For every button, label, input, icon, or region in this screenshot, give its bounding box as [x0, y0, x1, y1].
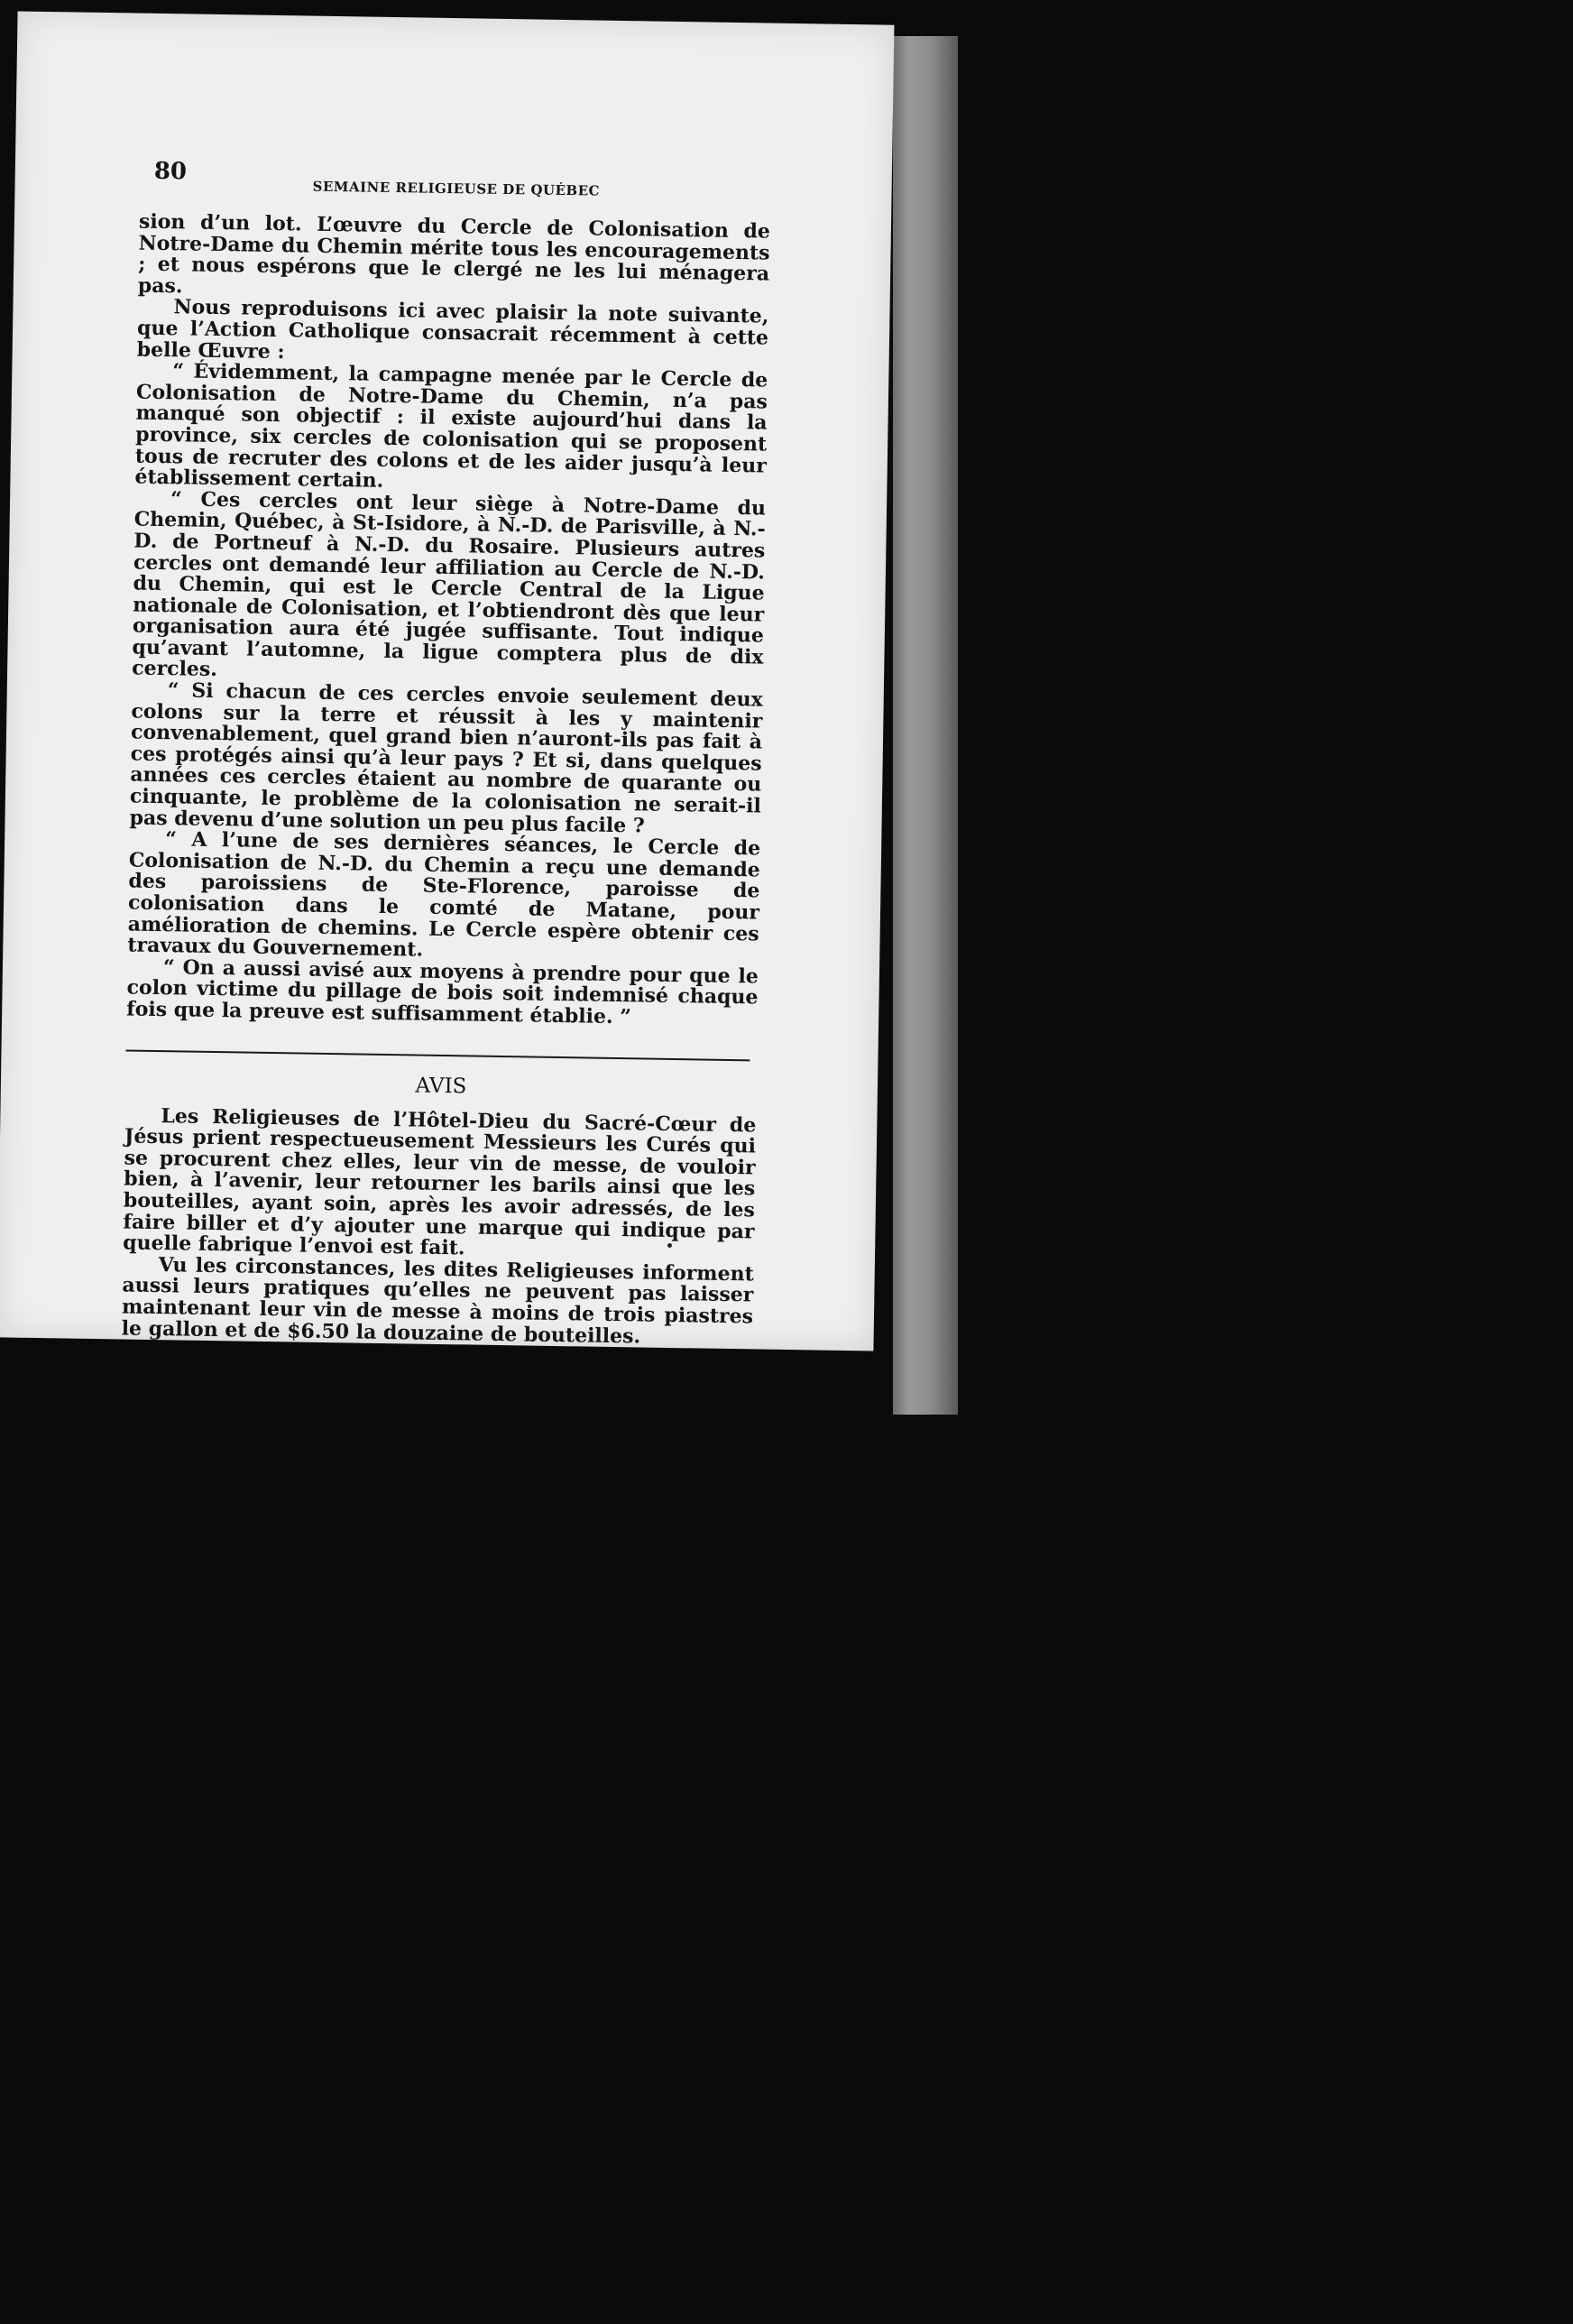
paragraph: “ On a aussi avisé aux moyens à prendre pour que le colon victime du pillage de bois soit indemnisé chaque fois que la preuve est suffisamment établie. ” — [126, 954, 759, 1029]
avis-paragraph: Les Religieuses de l’Hôtel-Dieu du Sacré-Cœur de Jésus prient respectueusement Messieurs les Curés qui se procurent chez elles, leur vin de messe, de vouloir bien, à l’avenir, leur retourner les barils ainsi que les bouteilles, ayant soin, après les avoir adressés, de les faire biller et d’y ajouter une marque qui indique par quelle fabrique l’envoi est fait. — [122, 1103, 757, 1260]
scan-edge-strip — [893, 36, 958, 1415]
paragraph: “ Si chacun de ces cercles envoie seulement deux colons sur la terre et réussit à les y maintenir convenablement, quel grand bien n’auront-ils pas fait à ces protégés ainsi qu’à leur pays ? Et si, dans quelques années ces cercles étaient au nombre de quarante ou cinquante, le problème de la colonisation ne serait-il pas devenu d’une solution un peu plus facile ? — [129, 678, 763, 838]
paragraph: “ Évidemment, la campagne menée par le Cercle de Colonisation de Notre-Dame du Chemin, n’a pas manqué son objectif : il existe aujourd’hui dans la province, six cercles de colonisation qui se proposent tous de recruter des colons et de les aider jusqu’à leur établissement certain. — [134, 359, 768, 493]
paragraph: sion d’un lot. L’œuvre du Cercle de Colonisation de Notre-Dame du Chemin mérite tous les encouragements ; et nous espérons que le clergé ne les lui ménagera pas. — [137, 209, 771, 299]
page-number: 80 — [153, 157, 188, 186]
paragraph: Nous reproduisons ici avec plaisir la note suivante, que l’Action Catholique consacrait récemment à cette belle Œuvre : — [136, 295, 769, 364]
paragraph: “ A l’une de ses dernières séances, le Cercle de Colonisation de N.-D. du Chemin a reçu une demande des paroissiens de Ste-Florence, paroisse de colonisation dans le comté de Matane, pour amélioration de chemins. Le Cercle espère obtenir ces travaux du Gouvernement. — [127, 827, 761, 962]
avis-title: AVIS — [415, 1074, 467, 1098]
document-page — [0, 11, 894, 1351]
page-content — [121, 158, 770, 1350]
paragraph: “ Ces cercles ont leur siège à Notre-Dame du Chemin, Québec, à St-Isidore, à N.-D. de Parisville, à N.-D. de Portneuf à N.-D. du Rosaire. Plusieurs autres cercles ont demandé leur affiliation au Cercle de N.-D. du Chemin, qui est le Cercle Central de la Ligue nationale de Colonisation, et l’obtiendront dès que leur organisation aura été jugée suffisante. Tout indique qu’avant l’automne, la ligue comptera plus de dix cercles. — [131, 486, 767, 682]
section-divider — [126, 1049, 750, 1061]
avis-paragraph: Vu les circonstances, les dites Religieuses informent aussi leurs pratiques qu’elles ne peuvent pas laisser maintenant leur vin de messe à moins de trois piastres le gallon et de $6.50 la douzaine de bouteilles. — [121, 1252, 754, 1348]
ink-speck — [667, 1243, 672, 1248]
running-head: SEMAINE RELIGIEUSE DE QUÉBEC — [312, 178, 601, 199]
page-header — [139, 158, 771, 222]
